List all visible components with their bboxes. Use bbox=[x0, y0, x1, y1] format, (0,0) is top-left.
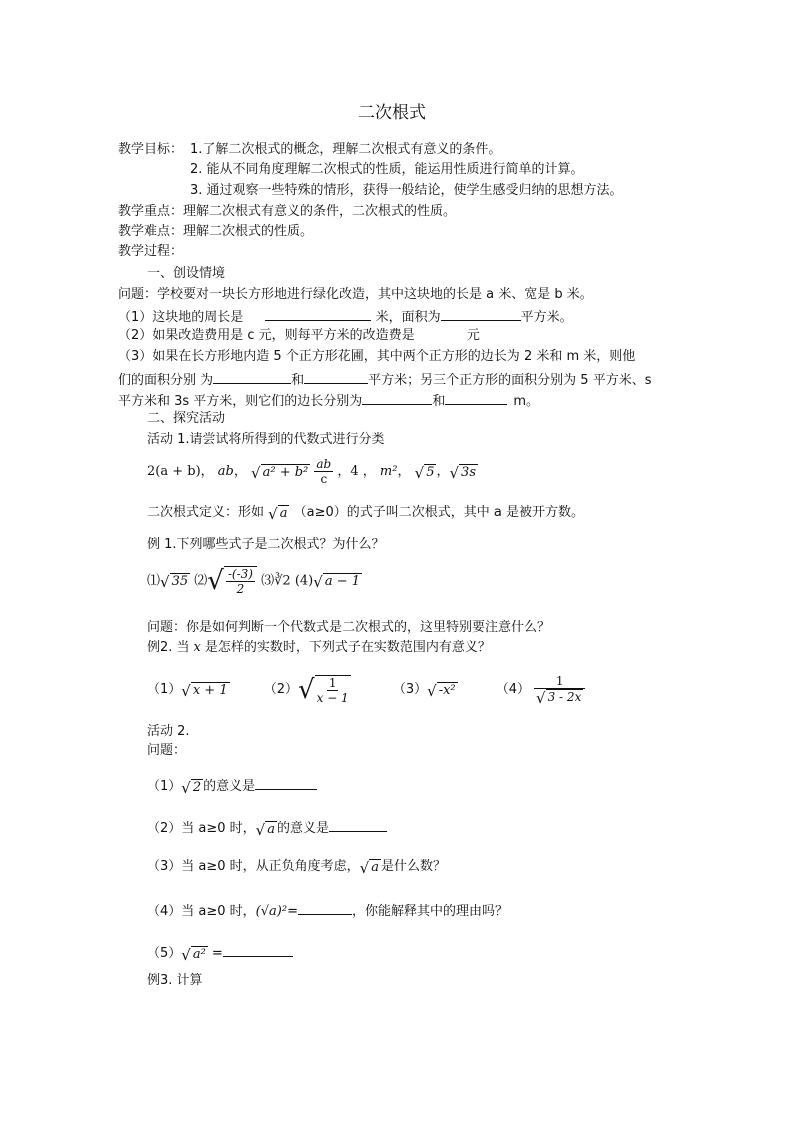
prompt-3-radical: √ a bbox=[359, 858, 379, 877]
q3-line3-c: m。 bbox=[513, 394, 539, 409]
goal-item-1: 1.了解二次根式的概念，理解二次根式有意义的条件。 bbox=[190, 142, 502, 157]
prompt-3 bbox=[147, 858, 446, 876]
goal-item-3: 3. 通过观察一些特殊的情形，获得一般结论，使学生感受归纳的思想方法。 bbox=[190, 183, 623, 198]
prompt-1 bbox=[147, 775, 317, 796]
ex1-label-2: ⑵ bbox=[194, 573, 208, 589]
expr-1: 2(a + b)， bbox=[147, 464, 214, 479]
definition-a: 二次根式定义：形如 bbox=[147, 505, 265, 520]
ex2-radical-1: √ x + 1 bbox=[181, 681, 228, 700]
activity2: 活动 2. bbox=[147, 724, 190, 739]
section2-heading: 二、探究活动 bbox=[147, 411, 226, 426]
prompt-4-blank[interactable] bbox=[298, 900, 352, 915]
prompt-2-radical: √ a bbox=[255, 820, 275, 839]
prompt-4-a: （4）当 a≥0 时， bbox=[147, 904, 256, 919]
prompt-4-b: = bbox=[287, 904, 298, 919]
ex1-cube-root: ∛2 bbox=[274, 573, 291, 589]
activity1: 活动 1.请尝试将所得到的代数式进行分类 bbox=[147, 432, 385, 447]
prompt-4-expr: (√a)² bbox=[255, 904, 288, 919]
prompt-2 bbox=[147, 817, 387, 838]
question-judge: 问题：你是如何判断一个代数式是二次根式的，这里特别要注意什么？ bbox=[147, 620, 551, 635]
prompt-2-blank[interactable] bbox=[329, 817, 387, 832]
ex2-label-3: （3） bbox=[392, 682, 428, 697]
definition-radical: √ a bbox=[268, 504, 288, 523]
prompt-5-radical: √ a² bbox=[181, 945, 206, 964]
q1-line bbox=[118, 306, 573, 327]
ex1-radical-4: √ a − 1 bbox=[313, 573, 360, 591]
ex1-label-1: ⑴ bbox=[147, 573, 161, 589]
q1-text-a: （1）这块地的周长是 bbox=[118, 310, 244, 325]
expression-list: 2(a + b)， ab， √ a² + b² $\frac{ab}{c}$ ，4 ， m²， √ 5 ， √ 3s bbox=[147, 457, 476, 486]
perimeter-blank[interactable] bbox=[265, 306, 371, 321]
prompt-3-b: 是什么数？ bbox=[381, 859, 447, 874]
area-blank-2[interactable] bbox=[304, 369, 368, 384]
ex2-radical-2: √ $\frac{1}{x - 1}$ bbox=[298, 674, 349, 705]
example2-b: 是怎样的实数时，下列式子在实数范围内有意义？ bbox=[204, 640, 491, 655]
q2-text-b: 元 bbox=[466, 328, 480, 343]
ex2-fraction-4: 1 √ 3 - 2x bbox=[536, 674, 583, 705]
q3-line3-b: 和 bbox=[432, 394, 446, 409]
expr-2: ab bbox=[217, 464, 234, 479]
question-label: 问题： bbox=[147, 743, 187, 758]
ex1-radical-2: √ $\frac{-(-3)}{2}$ bbox=[207, 566, 257, 596]
expr-3: √ a² + b² bbox=[251, 463, 309, 482]
page-title: 二次根式 bbox=[358, 103, 426, 123]
prompt-5-b: = bbox=[211, 946, 223, 961]
q2-line bbox=[118, 327, 480, 345]
definition bbox=[147, 504, 584, 522]
prompt-5-blank[interactable] bbox=[223, 942, 293, 957]
q3-line2-a: 们的面积分别 为 bbox=[118, 373, 214, 388]
q2-text-a: （2）如果改造费用是 c 元，则每平方米的改造费是 bbox=[118, 328, 415, 343]
expr-8: √ 3s bbox=[449, 463, 476, 482]
prompt-5 bbox=[147, 942, 293, 963]
example2-items bbox=[147, 674, 583, 705]
side-blank-2[interactable] bbox=[445, 390, 507, 405]
q3-line3-a: 平方米和 3s 平方米，则它们的边长分别为 bbox=[118, 394, 363, 409]
ex1-label-3: ⑶ bbox=[261, 573, 275, 589]
example2-a: 例2. 当 bbox=[147, 640, 190, 655]
q3-line3 bbox=[118, 390, 539, 411]
prompt-1-b: 的意义是 bbox=[203, 779, 256, 794]
area-blank[interactable] bbox=[441, 306, 521, 321]
ex1-label-4: (4) bbox=[294, 573, 314, 589]
process-label: 教学过程： bbox=[118, 244, 184, 259]
goals-label: 教学目标： bbox=[118, 142, 184, 157]
section1-heading: 一、创设情境 bbox=[147, 266, 226, 281]
prompt-4 bbox=[147, 900, 508, 921]
area-blank-1[interactable] bbox=[213, 369, 291, 384]
q3-line2-c: 平方米；另三个正方形的面积分别为 5 平方米、s bbox=[368, 373, 652, 388]
key-point: 教学重点：理解二次根式有意义的条件，二次根式的性质。 bbox=[118, 204, 457, 219]
goal-item-2: 2. 能从不同角度理解二次根式的性质，能运用性质进行简单的计算。 bbox=[190, 162, 584, 177]
prompt-1-radical: √ 2 bbox=[181, 778, 202, 797]
prompt-5-a: （5） bbox=[147, 946, 182, 961]
prompt-3-a: （3）当 a≥0 时，从正负角度考虑， bbox=[147, 859, 360, 874]
example2 bbox=[147, 639, 491, 657]
side-blank-1[interactable] bbox=[362, 390, 432, 405]
difficulty: 教学难点：理解二次根式的性质。 bbox=[118, 224, 314, 239]
ex2-label-2: （2） bbox=[263, 682, 299, 697]
ex2-label-1: （1） bbox=[147, 682, 182, 697]
q3-line1: （3）如果在长方形地内造 5 个正方形花圃，其中两个正方形的边长为 2 米和 m 米，则他 bbox=[118, 349, 636, 364]
q3-line2-b: 和 bbox=[291, 373, 305, 388]
example1: 例 1.下列哪些式子是二次根式？为什么？ bbox=[147, 537, 385, 552]
prompt-4-c: ，你能解释其中的理由吗？ bbox=[351, 904, 508, 919]
definition-b: （a≥0）的式子叫二次根式，其中 a 是被开方数。 bbox=[293, 505, 584, 520]
expr-7: √ 5 bbox=[414, 463, 435, 482]
prompt-1-a: （1） bbox=[147, 779, 182, 794]
ex1-radical-1: √ 35 bbox=[160, 573, 189, 591]
example3: 例3. 计算 bbox=[147, 973, 203, 988]
expr-6: m² bbox=[379, 464, 398, 479]
expr-5: ，4 ， bbox=[337, 464, 376, 479]
example1-items bbox=[147, 566, 362, 597]
ex2-label-4: （4） bbox=[495, 682, 531, 697]
section1-question: 问题：学校要对一块长方形地进行绿化改造，其中这块地的长是 a 米、宽是 b 米。 bbox=[118, 287, 593, 302]
q1-text-b: 米，面积为 bbox=[375, 310, 441, 325]
prompt-2-b: 的意义是 bbox=[277, 821, 330, 836]
prompt-2-a: （2）当 a≥0 时， bbox=[147, 821, 256, 836]
q1-text-c: 平方米。 bbox=[520, 310, 573, 325]
prompt-1-blank[interactable] bbox=[255, 775, 317, 790]
q3-line2 bbox=[118, 369, 651, 390]
expr-4: $\frac{ab}{c}$ bbox=[316, 457, 332, 486]
example2-x: x bbox=[193, 640, 201, 655]
ex2-radical-3: √ -x² bbox=[427, 681, 456, 700]
